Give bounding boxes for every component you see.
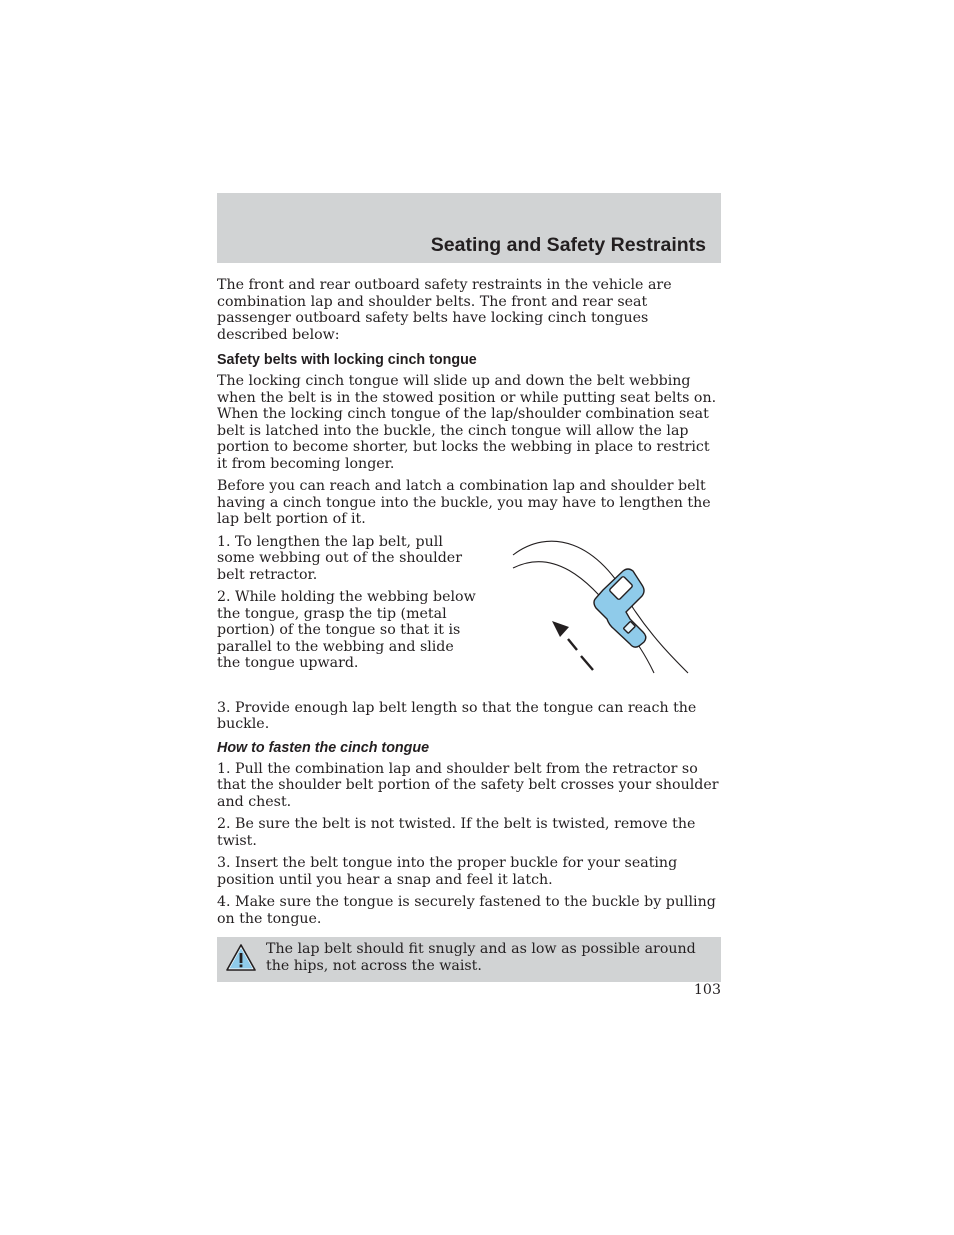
step-lengthen-2: 2. While holding the webbing below the tongue, grasp the tip (metal portion) of the tongue so that it is parallel to the webbing and slide the tongue upward.	[217, 589, 476, 671]
warning-text: The lap belt should fit snugly and as low as possible around the hips, not across the waist.	[266, 941, 696, 974]
step-lengthen-3: 3. Provide enough lap belt length so that the tongue can reach the buckle.	[217, 699, 697, 732]
section-heading-fasten-cinch-tongue: How to fasten the cinch tongue	[217, 739, 430, 756]
cinch-tongue-illustration	[508, 528, 698, 688]
page-number: 103	[693, 982, 721, 998]
header-band	[217, 193, 721, 263]
cinch-tongue-description: The locking cinch tongue will slide up and down the belt webbing when the belt is in the stowed position or while putting seat belts on. When the locking cinch tongue of the lap/shoulder combination seat belt is latched into the buckle, the cinch tongue will allow the lap portion to become shorter, but locks the webbing in place to restrict it from becoming longer.	[217, 373, 717, 472]
figure-steps	[217, 534, 479, 678]
main-content	[217, 277, 721, 982]
arrow-head-icon	[552, 621, 569, 637]
step-fasten-4: 4. Make sure the tongue is securely fastened to the buckle by pulling on the tongue.	[217, 894, 716, 927]
figure-row	[217, 534, 721, 694]
lengthen-belt-paragraph: Before you can reach and latch a combination lap and shoulder belt having a cinch tongue into the buckle, you may have to lengthen the lap belt portion of it.	[217, 478, 711, 527]
step-fasten-2: 2. Be sure the belt is not twisted. If the belt is twisted, remove the twist.	[217, 816, 696, 849]
cinch-tongue-shape	[594, 569, 646, 647]
intro-paragraph: The front and rear outboard safety restraints in the vehicle are combination lap and shoulder belts. The front and rear seat passenger outboard safety belts have locking cinch tongues described below:	[217, 277, 672, 343]
step-fasten-1: 1. Pull the combination lap and shoulder belt from the retractor so that the shoulder belt portion of the safety belt crosses your shoulder and chest.	[217, 760, 719, 810]
warning-triangle-icon	[225, 943, 257, 972]
step-fasten-3: 3. Insert the belt tongue into the proper buckle for your seating position until you hear a snap and feel it latch.	[217, 855, 678, 888]
direction-arrow-dash-2	[568, 639, 577, 650]
direction-arrow-dash-1	[581, 656, 593, 670]
section-heading-locking-cinch-tongue: Safety belts with locking cinch tongue	[217, 352, 477, 368]
warning-box	[217, 937, 721, 982]
page-title: Seating and Safety Restraints	[430, 234, 706, 256]
step-lengthen-1: 1. To lengthen the lap belt, pull some webbing out of the shoulder belt retractor.	[217, 533, 462, 583]
